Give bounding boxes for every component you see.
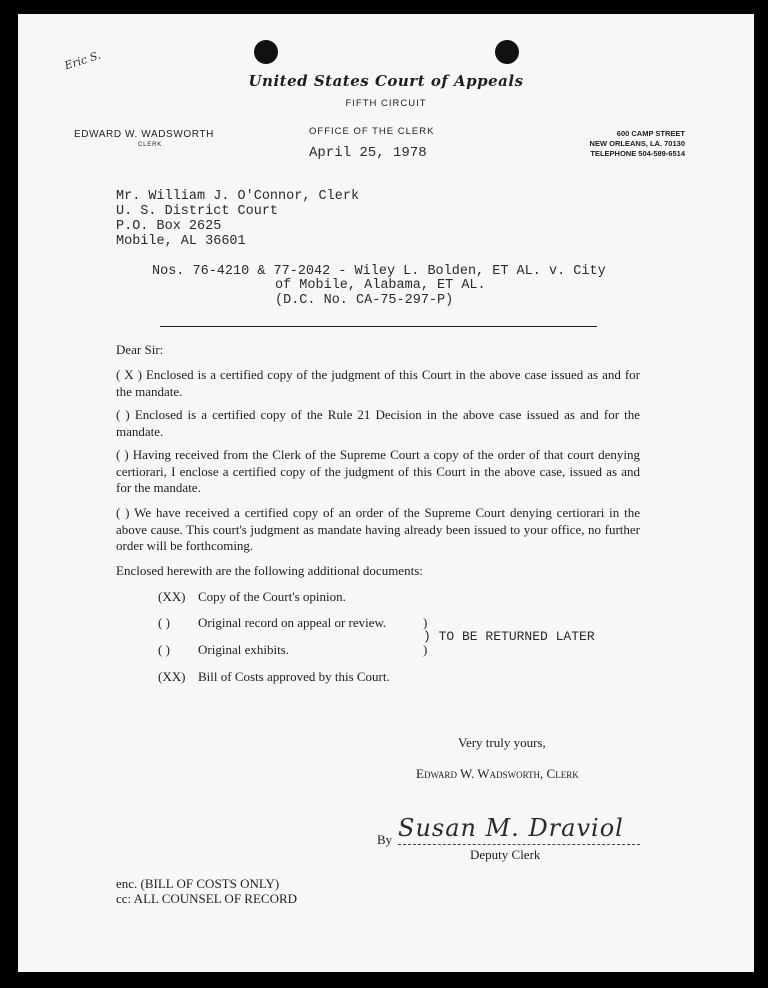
paragraph-judgment: ( X ) Enclosed is a certified copy of the judgment of this Court in the above case issued as and for the mandate. <box>116 367 640 399</box>
circuit-label: FIFTH CIRCUIT <box>345 98 427 109</box>
document-mark: ( ) <box>158 642 170 657</box>
by-label: By <box>377 832 393 847</box>
signature: Susan M. Draviol <box>398 814 624 842</box>
punch-hole-right <box>495 40 519 64</box>
letter-page <box>18 14 754 972</box>
paragraph-rule-21: ( ) Enclosed is a certified copy of the Rule 21 Decision in the above case issued as and for the mandate. <box>116 407 640 439</box>
case-reference-line-3: (D.C. No. CA-75-297-P) <box>275 293 454 308</box>
divider-line <box>160 326 597 327</box>
document-mark: (XX) <box>158 669 186 684</box>
document-label: Bill of Costs approved by this Court. <box>198 669 390 684</box>
cc-note: cc: ALL COUNSEL OF RECORD <box>116 891 298 906</box>
document-label: Original record on appeal or review. <box>198 615 387 630</box>
handwritten-note: Eric S. <box>62 48 103 73</box>
case-reference-line-1: Nos. 76-4210 & 77-2042 - Wiley L. Bolden, ET AL. v. City <box>152 264 606 279</box>
court-name: United States Court of Appeals <box>248 72 524 90</box>
document-mark: ( ) <box>158 615 170 630</box>
document-mark: (XX) <box>158 589 186 604</box>
bracket: ) <box>423 615 428 630</box>
paragraph-certiorari-denied: ( ) Having received from the Clerk of the Supreme Court a copy of the order of that court denying certiorari, I enclose a certified copy of the judgment of this Court in the above case, issued as and for the mandate. <box>116 447 640 495</box>
enclosure-note: enc. (BILL OF COSTS ONLY) <box>116 876 280 891</box>
punch-hole-left <box>254 40 278 64</box>
recipient-line: Mr. William J. O'Connor, Clerk <box>116 189 360 204</box>
returned-later-note: ) TO BE RETURNED LATER <box>423 629 595 644</box>
signer-name: Edward W. Wadsworth, Clerk <box>416 766 579 781</box>
recipient-line: P.O. Box 2625 <box>116 219 222 234</box>
office-label: OFFICE OF THE CLERK <box>309 126 435 137</box>
paragraph-certiorari-received: ( ) We have received a certified copy of an order of the Supreme Court denying certiorari in the above cause. This court's judgment as mandate having already been issued to your office, no further order will be forthcoming. <box>116 505 640 553</box>
address-line-2: NEW ORLEANS, LA. 70130 <box>589 139 685 148</box>
recipient-line: U. S. District Court <box>116 204 279 219</box>
clerk-name: EDWARD W. WADSWORTH <box>74 129 214 140</box>
salutation: Dear Sir: <box>116 342 164 357</box>
additional-documents-intro: Enclosed herewith are the following additional documents: <box>116 563 423 578</box>
document-label: Original exhibits. <box>198 642 289 657</box>
telephone: TELEPHONE 504-589-6514 <box>590 149 685 158</box>
clerk-title: CLERK <box>138 142 163 148</box>
valediction: Very truly yours, <box>458 735 546 750</box>
letter-date: April 25, 1978 <box>309 145 427 161</box>
case-reference-line-2: of Mobile, Alabama, ET AL. <box>275 278 486 293</box>
recipient-line: Mobile, AL 36601 <box>116 234 246 249</box>
bracket: ) <box>423 642 428 657</box>
address-line-1: 600 CAMP STREET <box>616 129 685 138</box>
signature-line <box>398 844 640 845</box>
document-label: Copy of the Court's opinion. <box>198 589 346 604</box>
deputy-clerk-label: Deputy Clerk <box>470 847 541 862</box>
